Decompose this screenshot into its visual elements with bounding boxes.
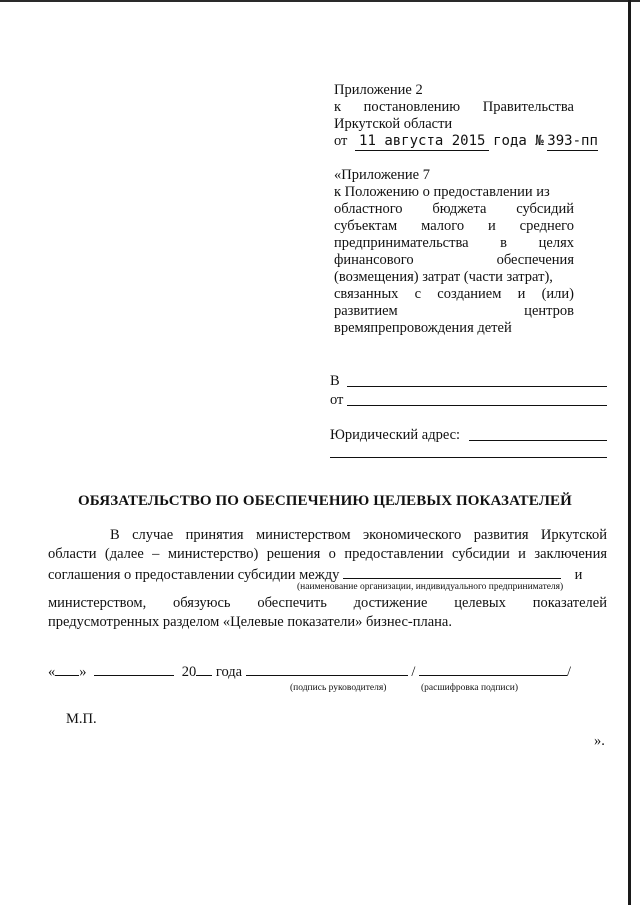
document-title: ОБЯЗАТЕЛЬСТВО ПО ОБЕСПЕЧЕНИЮ ЦЕЛЕВЫХ ПОКАЗАТЕЛЕЙ — [78, 493, 572, 509]
date-value: 11 августа 2015 — [355, 133, 489, 151]
date-line — [334, 133, 598, 151]
appendix-7-line: развитием центров — [334, 303, 574, 319]
day-field[interactable] — [55, 662, 79, 676]
appendix-7-line: субъектам малого и среднего — [334, 218, 574, 234]
appendix-7-line: предпринимательства в целях — [334, 235, 574, 251]
quote-close: » — [79, 664, 87, 680]
slash-separator: / — [411, 664, 416, 680]
closing-quote: ». — [594, 733, 605, 749]
slash-separator: / — [567, 664, 572, 680]
appendix-7-line: к Положению о предоставлении из — [334, 184, 550, 200]
appendix-7-line: «Приложение 7 — [334, 167, 430, 183]
organization-name-note: (наименование организации, индивидуального предпринимателя) — [297, 582, 564, 592]
region-line: Иркутской области — [334, 116, 453, 132]
year-suffix: года — [215, 664, 243, 680]
legal-address-field[interactable] — [469, 440, 607, 441]
addressee-to-label: В — [330, 373, 340, 389]
legal-address-field-2[interactable] — [330, 457, 607, 458]
date-suffix: года № — [493, 133, 544, 149]
signature-note: (подпись руководителя) — [290, 683, 387, 693]
body-line-2: области (далее – министерство) решения о предоставлении субсидии и заключения — [48, 546, 607, 562]
addressee-to-field[interactable] — [347, 386, 607, 387]
signature-decode-field[interactable] — [419, 662, 567, 676]
signature-line — [48, 662, 571, 681]
resolution-number: 393-пп — [547, 133, 598, 149]
appendix-7-line: времяпрепровождения детей — [334, 320, 512, 336]
page-right-edge — [628, 0, 631, 905]
date-prefix: от — [334, 133, 348, 149]
quote-open: « — [48, 664, 56, 680]
appendix-7-line: финансового обеспечения — [334, 252, 574, 268]
year-field[interactable] — [196, 662, 212, 676]
legal-address-label: Юридический адрес: — [330, 427, 461, 443]
appendix-7-line: областного бюджета субсидий — [334, 201, 574, 217]
year-prefix: 20 — [181, 664, 197, 680]
appendix-7-line: связанных с созданием и (или) — [334, 286, 574, 302]
addressee-from-label: от — [330, 392, 344, 408]
organization-name-field[interactable] — [343, 565, 561, 579]
to-resolution-line: к постановлению Правительства — [334, 99, 574, 115]
addressee-from-field[interactable] — [347, 405, 607, 406]
body-line-5: предусмотренных разделом «Целевые показатели» бизнес-плана. — [48, 614, 452, 630]
signature-field[interactable] — [246, 662, 408, 676]
body-line-1: В случае принятия министерством экономического развития Иркутской — [110, 527, 607, 543]
body-line-4: министерством, обязуюсь обеспечить достижение целевых показателей — [48, 595, 607, 611]
appendix-7-block — [334, 167, 574, 337]
appendix-7-line: (возмещения) затрат (части затрат), — [334, 269, 553, 285]
page-top-edge — [0, 0, 640, 2]
seal-label: М.П. — [66, 711, 97, 727]
body-line-3: соглашения о предоставлении субсидии между и — [48, 567, 583, 583]
appendix-2-title: Приложение 2 — [334, 82, 423, 98]
month-field[interactable] — [94, 662, 174, 676]
signature-decode-note: (расшифровка подписи) — [421, 683, 518, 693]
